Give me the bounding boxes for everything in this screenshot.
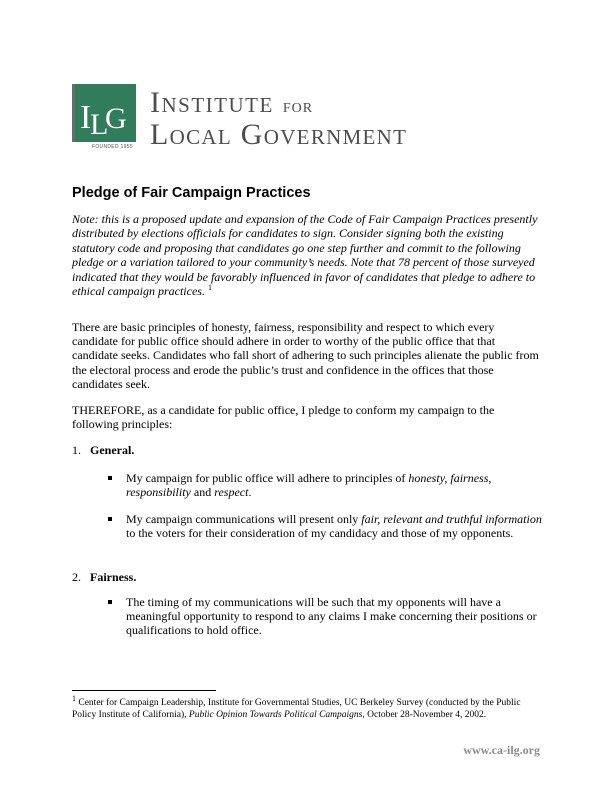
square-bullet-icon (108, 476, 112, 480)
section-heading-general (72, 443, 134, 458)
svg-text:I: I (80, 99, 92, 136)
page-title: Pledge of Fair Campaign Practices (72, 185, 311, 201)
principles-paragraph: There are basic principles of honesty, fairness, responsibility and respect to which every candidate for public office should adhere in order to worthy of the public office that that candidate seeks. Candidates who fall short of adhering to such principles alienate the public from the electoral process and erode the public’s trust and confidence in the offices that those candidates seek. (72, 320, 539, 391)
footnote: $^1$ Center for Campaign Leadership, Institute for Governmental Studies, UC Berkeley Survey (conducted by the Public Policy Institute of California), Public Opinion Towards Political Campaigns, October 28-November 4, 2002. (72, 693, 521, 720)
section-title: General. (90, 443, 135, 457)
intro-note (72, 212, 542, 298)
square-bullet-icon (108, 517, 112, 521)
ilg-logo (72, 84, 512, 152)
svg-text:G: G (105, 102, 127, 135)
intro-note-text: Note: this is a proposed update and expansion of the Code of Fair Campaign Practices presently distributed by elections officials for candidates to sign. Consider signing both the existing statutory code and proposing that candidates go one step further and commit to the following pledge or a variation tailored to your community’s needs. Note that 78 percent of those surveyed indicated that they would be favorably influenced in favor of candidates that pledge to adhere to ethical campaign practices. (72, 212, 538, 299)
section-heading-fairness (72, 570, 136, 585)
logo-wordmark (150, 88, 407, 150)
section-number: 1. (72, 443, 81, 457)
list-item: My campaign for public office will adhere to principles of honesty, fairness, responsibility and respect. (108, 471, 542, 499)
footnote-number: 1 (72, 693, 76, 703)
list-item: The timing of my communications will be such that my opponents will have a meaningful opportunity to respond to any claims I make concerning their positions or qualifications to hold office. (108, 595, 542, 638)
section-number: 2. (72, 570, 81, 584)
logo-word-local-government: Local Government (150, 118, 408, 151)
logo-word-institute: Institute (150, 86, 274, 119)
logo-word-for: for (282, 95, 314, 117)
list-item: My campaign communications will present only fair, relevant and truthful information to the voters for their consideration of my candidacy and those of my opponents. (108, 512, 542, 540)
logo-founded: FOUNDED 1955 (92, 144, 133, 150)
footnote-ref[interactable]: 1 (207, 283, 212, 293)
square-bullet-icon (108, 600, 112, 604)
footnote-divider (72, 690, 216, 691)
pledge-paragraph: THEREFORE, as a candidate for public office, I pledge to conform my campaign to the following principles: (72, 403, 495, 432)
ilg-logo-mark (72, 84, 136, 142)
footer-website-link[interactable]: www.ca-ilg.org (463, 743, 540, 757)
section-title: Fairness. (90, 570, 137, 584)
svg-text:L: L (90, 108, 109, 141)
